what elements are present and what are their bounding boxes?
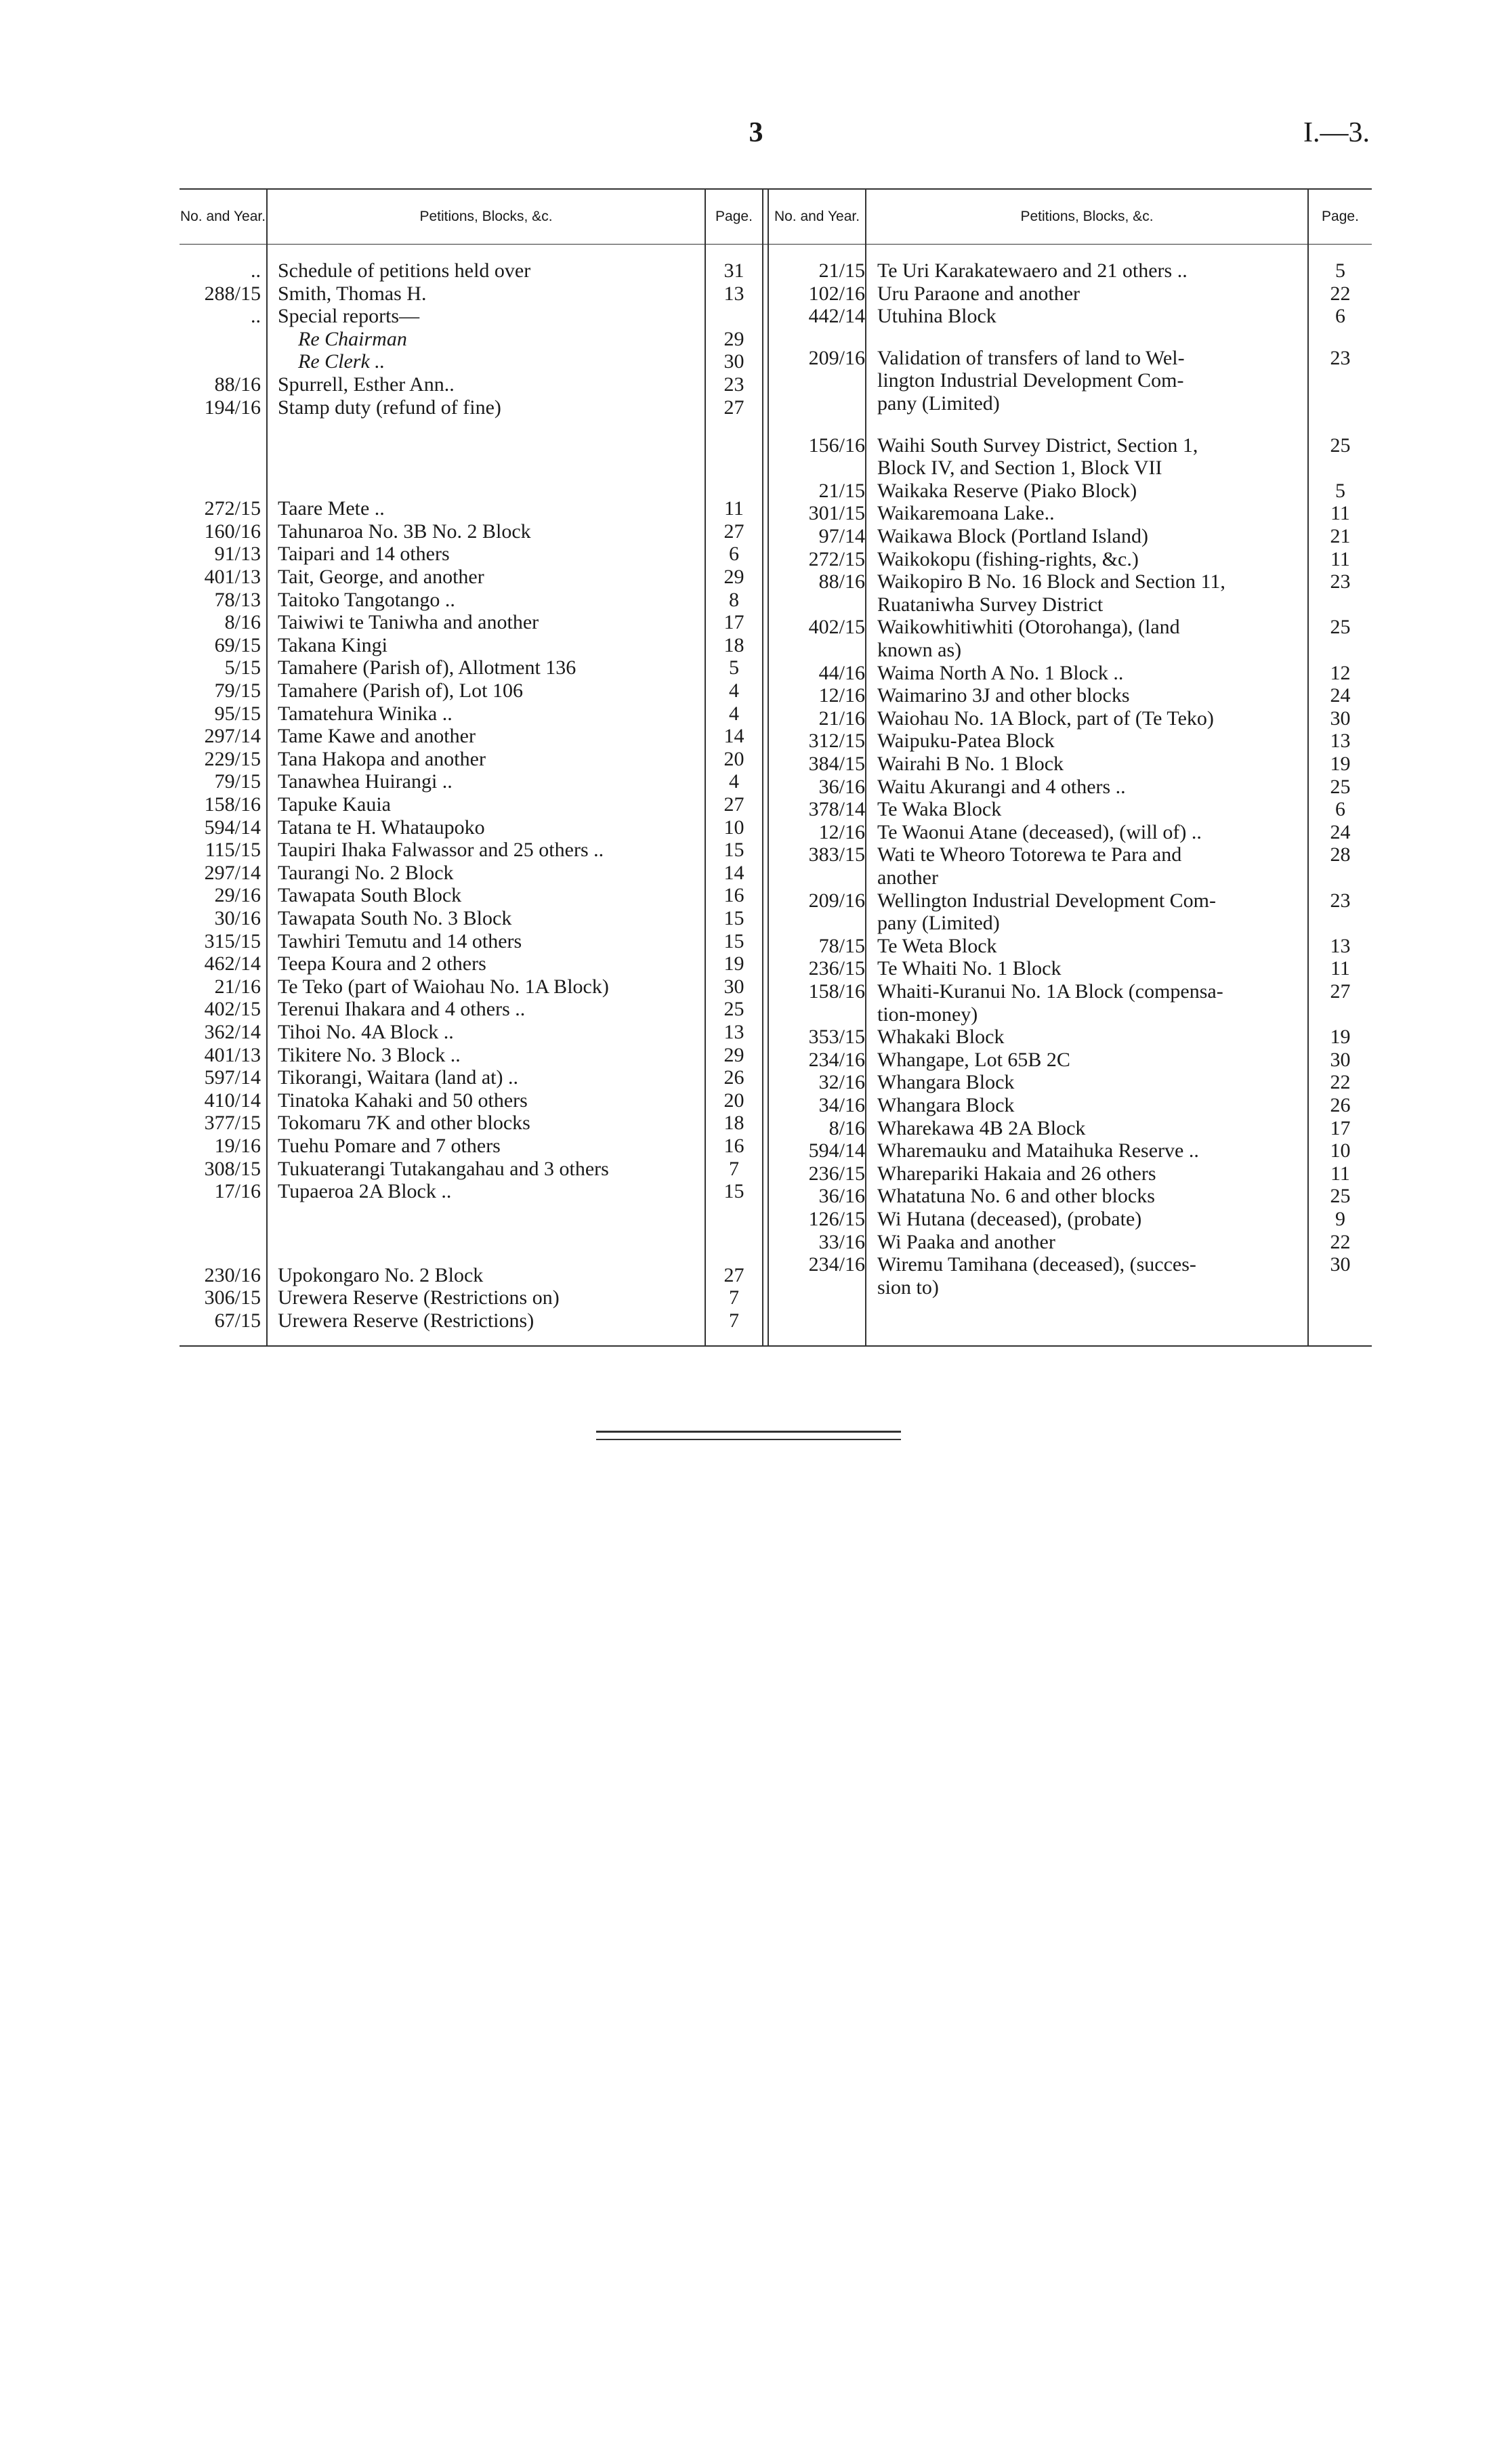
- entry-name: Whaiti-Kuranui No. 1A Block (compensa-: [877, 980, 1223, 1003]
- entry-number: 36/16: [818, 775, 865, 798]
- entry-page: 11: [1330, 1162, 1350, 1185]
- entry-page: 16: [723, 884, 744, 907]
- entry-name: Spurrell, Esther Ann..: [278, 373, 455, 396]
- entry-number: 21/15: [818, 259, 865, 282]
- entry-number: 79/15: [214, 770, 261, 793]
- entry-page: 5: [1335, 479, 1345, 502]
- entry-number: 402/15: [204, 998, 261, 1021]
- entry-page: 13: [1330, 730, 1351, 753]
- entry-number: 384/15: [808, 753, 865, 775]
- entry-page: 5: [729, 656, 739, 679]
- entry-number: 442/14: [808, 305, 865, 328]
- entry-number: 5/15: [224, 656, 261, 679]
- entry-name: Waikopiro B No. 16 Block and Section 11,: [877, 570, 1225, 593]
- entry-name: Terenui Ihakara and 4 others ..: [278, 998, 526, 1021]
- entry-name: pany (Limited): [877, 912, 1000, 935]
- entry-number: 88/16: [818, 570, 865, 593]
- entry-name: Block IV, and Section 1, Block VII: [877, 457, 1162, 480]
- entry-name: Tupaeroa 2A Block ..: [278, 1180, 452, 1203]
- entry-page: 30: [723, 975, 744, 998]
- entry-name: Urewera Reserve (Restrictions): [278, 1309, 534, 1332]
- entry-page: 25: [723, 998, 744, 1021]
- entry-page: 14: [723, 725, 744, 748]
- entry-number: 194/16: [204, 396, 261, 419]
- entry-name: Schedule of petitions held over: [278, 259, 531, 282]
- entry-name: Waitu Akurangi and 4 others ..: [877, 775, 1126, 798]
- entry-name: Tawapata South No. 3 Block: [278, 907, 512, 929]
- entry-name: Re Chairman: [298, 327, 407, 350]
- column-divider: [865, 188, 866, 1347]
- entry-number: 410/14: [204, 1089, 261, 1112]
- closing-rule: [596, 1431, 901, 1433]
- entry-page: 12: [1330, 661, 1351, 684]
- entry-page: 13: [1330, 934, 1351, 957]
- entry-number: 236/15: [808, 1162, 865, 1185]
- entry-page: 5: [1335, 259, 1345, 282]
- entry-page: 22: [1330, 1230, 1351, 1253]
- entry-name: Tinatoka Kahaki and 50 others: [278, 1089, 528, 1112]
- entry-page: 21: [1330, 525, 1351, 547]
- entry-name: Taiwiwi te Taniwha and another: [278, 611, 539, 634]
- entry-name: Wharemauku and Mataihuka Reserve ..: [877, 1139, 1199, 1162]
- entry-number: 91/13: [214, 543, 261, 566]
- table-top-rule: [180, 188, 1372, 190]
- entry-page: 30: [1330, 1253, 1351, 1276]
- entry-name: Whangara Block: [877, 1094, 1015, 1116]
- entry-name: Utuhina Block: [877, 305, 996, 328]
- entry-number: 315/15: [204, 929, 261, 952]
- header-petitions-right: Petitions, Blocks, &c.: [1020, 209, 1154, 224]
- entry-number: 12/16: [818, 820, 865, 843]
- entry-name: Tanawhea Huirangi ..: [278, 770, 453, 793]
- entry-number: 79/15: [214, 679, 261, 702]
- entry-number: 362/14: [204, 1021, 261, 1043]
- entry-name: Tait, George, and another: [278, 566, 484, 588]
- index-table: [180, 188, 1372, 1347]
- entry-number: 8/16: [224, 611, 261, 634]
- entry-page: 19: [1330, 753, 1351, 775]
- entry-name: Whangara Block: [877, 1071, 1015, 1094]
- entry-number: 230/16: [204, 1263, 261, 1286]
- entry-number: 102/16: [808, 282, 865, 305]
- entry-page: 25: [1330, 1185, 1351, 1208]
- entry-page: 31: [723, 259, 744, 282]
- entry-name: Tawhiri Temutu and 14 others: [278, 929, 522, 952]
- entry-number: 209/16: [808, 889, 865, 912]
- entry-name: Wellington Industrial Development Com-: [877, 889, 1216, 912]
- entry-page: 10: [723, 816, 744, 839]
- entry-page: 27: [723, 1263, 744, 1286]
- entry-name: Tihoi No. 4A Block ..: [278, 1021, 454, 1043]
- entry-page: 29: [723, 566, 744, 588]
- entry-name: Smith, Thomas H.: [278, 282, 427, 305]
- entry-page: 15: [723, 839, 744, 862]
- entry-name: Whatatuna No. 6 and other blocks: [877, 1185, 1155, 1208]
- entry-name: Waikawa Block (Portland Island): [877, 525, 1148, 547]
- entry-name: Ruataniwha Survey District: [877, 593, 1104, 616]
- entry-page: 13: [723, 1021, 744, 1043]
- entry-page: 9: [1335, 1208, 1345, 1230]
- entry-page: 17: [1330, 1116, 1351, 1139]
- entry-name: Waima North A No. 1 Block ..: [877, 661, 1124, 684]
- entry-name: Tikitere No. 3 Block ..: [278, 1043, 461, 1066]
- entry-name: Uru Paraone and another: [877, 282, 1080, 305]
- entry-name: Takana Kingi: [278, 633, 388, 656]
- entry-page: 20: [723, 1089, 744, 1112]
- entry-name: Wi Paaka and another: [877, 1230, 1055, 1253]
- entry-number: 19/16: [214, 1135, 261, 1157]
- entry-page: 24: [1330, 820, 1351, 843]
- entry-name: Whakaki Block: [877, 1026, 1005, 1049]
- entry-number: 229/15: [204, 747, 261, 770]
- entry-name: known as): [877, 639, 962, 661]
- entry-number: 597/14: [204, 1066, 261, 1089]
- entry-page: 29: [723, 1043, 744, 1066]
- entry-number: 306/15: [204, 1286, 261, 1309]
- entry-name: Wairahi B No. 1 Block: [877, 753, 1064, 775]
- entry-page: 25: [1330, 616, 1351, 639]
- entry-number: 158/16: [204, 793, 261, 816]
- entry-number: 30/16: [214, 907, 261, 929]
- entry-page: 11: [724, 497, 744, 520]
- entry-page: 15: [723, 1180, 744, 1203]
- entry-number: ..: [251, 305, 261, 328]
- entry-page: 6: [1335, 798, 1345, 821]
- entry-name: Taipari and 14 others: [278, 543, 450, 566]
- entry-page: 30: [723, 350, 744, 373]
- entry-name: Validation of transfers of land to Wel-: [877, 346, 1185, 369]
- entry-page: 18: [723, 633, 744, 656]
- entry-page: 19: [1330, 1026, 1351, 1049]
- entry-name: Tamatehura Winika ..: [278, 702, 453, 725]
- entry-number: 88/16: [214, 373, 261, 396]
- entry-page: 24: [1330, 684, 1351, 707]
- entry-number: 594/14: [808, 1139, 865, 1162]
- entry-name: Teepa Koura and 2 others: [278, 952, 486, 975]
- entry-name: Taupiri Ihaka Falwassor and 25 others ..: [278, 839, 604, 862]
- header-page-left: Page.: [715, 209, 753, 224]
- entry-name: sion to): [877, 1276, 939, 1299]
- entry-name: Tame Kawe and another: [278, 725, 476, 748]
- entry-page: 15: [723, 907, 744, 929]
- entry-name: Waikowhitiwhiti (Otorohanga), (land: [877, 616, 1180, 639]
- entry-number: 17/16: [214, 1180, 261, 1203]
- entry-page: 6: [729, 543, 739, 566]
- entry-page: 16: [723, 1135, 744, 1157]
- entry-page: 26: [723, 1066, 744, 1089]
- entry-number: 115/15: [205, 839, 261, 862]
- entry-number: 308/15: [204, 1157, 261, 1180]
- entry-number: 21/16: [818, 707, 865, 730]
- entry-page: 23: [1330, 570, 1351, 593]
- entry-page: 30: [1330, 1048, 1351, 1071]
- entry-page: 4: [729, 679, 739, 702]
- entry-number: 377/15: [204, 1112, 261, 1135]
- entry-name: Tokomaru 7K and other blocks: [278, 1112, 530, 1135]
- entry-number: 126/15: [808, 1208, 865, 1230]
- entry-number: 36/16: [818, 1185, 865, 1208]
- header-no-year-right: No. and Year.: [774, 209, 860, 224]
- entry-number: 272/15: [808, 547, 865, 570]
- entry-page: 7: [729, 1309, 739, 1332]
- entry-number: 402/15: [808, 616, 865, 639]
- entry-name: Tamahere (Parish of), Lot 106: [278, 679, 523, 702]
- entry-name: Te Whaiti No. 1 Block: [877, 957, 1062, 980]
- page-number: 3: [749, 117, 763, 148]
- entry-number: 67/15: [214, 1309, 261, 1332]
- header-no-year-left: No. and Year.: [180, 209, 266, 224]
- entry-number: 8/16: [828, 1116, 865, 1139]
- entry-number: 97/14: [818, 525, 865, 547]
- entry-number: 297/14: [204, 861, 261, 884]
- entry-name: Taitoko Tangotango ..: [278, 588, 455, 611]
- entry-page: 4: [729, 770, 739, 793]
- column-divider: [762, 188, 763, 1347]
- entry-name: Tana Hakopa and another: [278, 747, 486, 770]
- entry-name: Special reports—: [278, 305, 420, 328]
- entry-page: 14: [723, 861, 744, 884]
- entry-page: 27: [1330, 980, 1351, 1003]
- entry-number: 288/15: [204, 282, 261, 305]
- entry-name: Taare Mete ..: [278, 497, 385, 520]
- entry-number: 21/16: [214, 975, 261, 998]
- entry-number: 297/14: [204, 725, 261, 748]
- entry-name: Tamahere (Parish of), Allotment 136: [278, 656, 576, 679]
- entry-name: Tuehu Pomare and 7 others: [278, 1135, 501, 1157]
- document-code: I.—3.: [1303, 117, 1370, 148]
- entry-number: 12/16: [818, 684, 865, 707]
- entry-number: 29/16: [214, 884, 261, 907]
- entry-number: 236/15: [808, 957, 865, 980]
- entry-page: 20: [723, 747, 744, 770]
- entry-page: 4: [729, 702, 739, 725]
- entry-page: 29: [723, 327, 744, 350]
- entry-name: Stamp duty (refund of fine): [278, 396, 501, 419]
- entry-name: Te Waka Block: [877, 798, 1002, 821]
- entry-number: 95/15: [214, 702, 261, 725]
- entry-number: 401/13: [204, 566, 261, 588]
- entry-number: 312/15: [808, 730, 865, 753]
- entry-name: Tapuke Kauia: [278, 793, 391, 816]
- entry-number: 78/15: [818, 934, 865, 957]
- entry-number: 383/15: [808, 843, 865, 866]
- entry-number: 209/16: [808, 346, 865, 369]
- entry-name: Waikaremoana Lake..: [877, 502, 1055, 525]
- entry-name: lington Industrial Development Com-: [877, 369, 1184, 392]
- entry-page: 11: [1330, 547, 1350, 570]
- entry-name: Tahunaroa No. 3B No. 2 Block: [278, 520, 531, 543]
- entry-page: 25: [1330, 434, 1351, 457]
- entry-page: 13: [723, 282, 744, 305]
- closing-rule: [596, 1439, 901, 1440]
- entry-page: 25: [1330, 775, 1351, 798]
- entry-number: 594/14: [204, 816, 261, 839]
- entry-number: 234/16: [808, 1253, 865, 1276]
- entry-name: Whangape, Lot 65B 2C: [877, 1048, 1070, 1071]
- entry-page: 17: [723, 611, 744, 634]
- entry-number: 160/16: [204, 520, 261, 543]
- entry-name: Wati te Wheoro Totorewa te Para and: [877, 843, 1182, 866]
- entry-name: Upokongaro No. 2 Block: [278, 1263, 484, 1286]
- entry-name: Waihi South Survey District, Section 1,: [877, 434, 1198, 457]
- entry-name: Wiremu Tamihana (deceased), (succes-: [877, 1253, 1196, 1276]
- entry-name: Waikaka Reserve (Piako Block): [877, 479, 1137, 502]
- entry-number: 462/14: [204, 952, 261, 975]
- table-bottom-rule: [180, 1345, 1372, 1347]
- header-page-right: Page.: [1322, 209, 1359, 224]
- entry-number: 158/16: [808, 980, 865, 1003]
- entry-page: 18: [723, 1112, 744, 1135]
- entry-page: 23: [1330, 346, 1351, 369]
- entry-page: 6: [1335, 305, 1345, 328]
- entry-page: 7: [729, 1157, 739, 1180]
- entry-number: 69/15: [214, 633, 261, 656]
- entry-number: 21/15: [818, 479, 865, 502]
- entry-page: 27: [723, 520, 744, 543]
- entry-page: 26: [1330, 1094, 1351, 1116]
- entry-number: 272/15: [204, 497, 261, 520]
- entry-page: 28: [1330, 843, 1351, 866]
- entry-page: 23: [723, 373, 744, 396]
- entry-page: 7: [729, 1286, 739, 1309]
- entry-name: Te Uri Karakatewaero and 21 others ..: [877, 259, 1188, 282]
- entry-number: 156/16: [808, 434, 865, 457]
- entry-page: 30: [1330, 707, 1351, 730]
- entry-page: 10: [1330, 1139, 1351, 1162]
- entry-page: 11: [1330, 502, 1350, 525]
- entry-page: 27: [723, 396, 744, 419]
- entry-name: Tatana te H. Whataupoko: [278, 816, 485, 839]
- entry-name: Re Clerk ..: [298, 350, 385, 373]
- entry-name: Waikokopu (fishing-rights, &c.): [877, 547, 1139, 570]
- entry-name: Te Weta Block: [877, 934, 997, 957]
- entry-page: 22: [1330, 1071, 1351, 1094]
- entry-name: Wi Hutana (deceased), (probate): [877, 1208, 1142, 1230]
- entry-name: tion-money): [877, 1003, 978, 1026]
- header-petitions-left: Petitions, Blocks, &c.: [419, 209, 553, 224]
- entry-number: 44/16: [818, 661, 865, 684]
- entry-name: Te Waonui Atane (deceased), (will of) ..: [877, 820, 1202, 843]
- entry-number: 78/13: [214, 588, 261, 611]
- entry-name: Tikorangi, Waitara (land at) ..: [278, 1066, 519, 1089]
- entry-name: Tukuaterangi Tutakangahau and 3 others: [278, 1157, 609, 1180]
- entry-number: 378/14: [808, 798, 865, 821]
- entry-number: 301/15: [808, 502, 865, 525]
- entry-number: ..: [251, 259, 261, 282]
- entry-name: Waipuku-Patea Block: [877, 730, 1055, 753]
- entry-number: 34/16: [818, 1094, 865, 1116]
- entry-name: Urewera Reserve (Restrictions on): [278, 1286, 560, 1309]
- entry-name: Tawapata South Block: [278, 884, 462, 907]
- entry-name: Waimarino 3J and other blocks: [877, 684, 1130, 707]
- entry-name: Taurangi No. 2 Block: [278, 861, 454, 884]
- column-divider: [266, 188, 268, 1347]
- entry-page: 27: [723, 793, 744, 816]
- entry-name: pany (Limited): [877, 392, 1000, 415]
- entry-number: 32/16: [818, 1071, 865, 1094]
- entry-number: 401/13: [204, 1043, 261, 1066]
- entry-name: Wharekawa 4B 2A Block: [877, 1116, 1086, 1139]
- entry-page: 22: [1330, 282, 1351, 305]
- entry-page: 19: [723, 952, 744, 975]
- entry-number: 353/15: [808, 1026, 865, 1049]
- entry-page: 15: [723, 929, 744, 952]
- entry-name: Te Teko (part of Waiohau No. 1A Block): [278, 975, 609, 998]
- header-rule: [180, 244, 1372, 245]
- entry-number: 234/16: [808, 1048, 865, 1071]
- entry-page: 23: [1330, 889, 1351, 912]
- entry-page: 8: [729, 588, 739, 611]
- entry-number: 33/16: [818, 1230, 865, 1253]
- entry-name: another: [877, 866, 938, 889]
- entry-name: Waiohau No. 1A Block, part of (Te Teko): [877, 707, 1214, 730]
- entry-page: 11: [1330, 957, 1350, 980]
- entry-name: Wharepariki Hakaia and 26 others: [877, 1162, 1156, 1185]
